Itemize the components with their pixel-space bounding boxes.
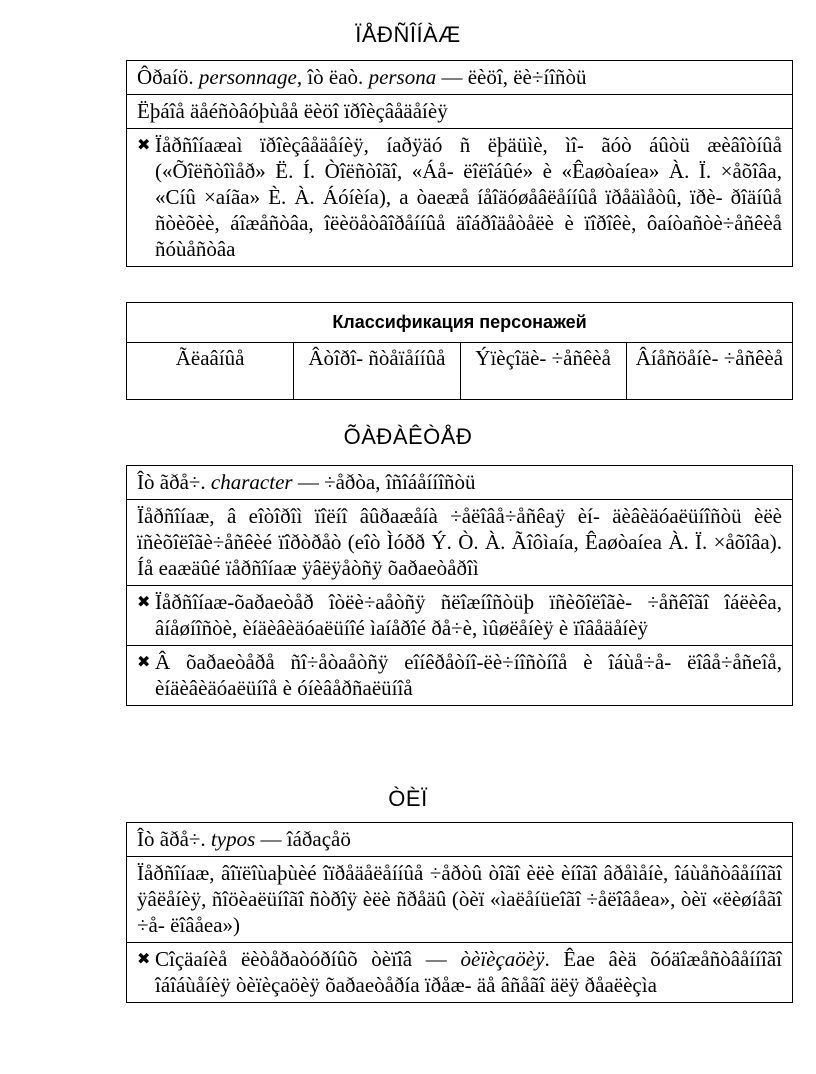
personazh-table: [126, 60, 793, 267]
origin-prefix: Ôðaíö.: [137, 65, 199, 89]
tip-bullet-row: [127, 942, 792, 1002]
origin-suffix: — îáðaçåö: [255, 827, 351, 851]
classification-cell: Ýïèçîäè- ÷åñêèå: [460, 343, 626, 399]
bullet-term: òèïèçaöèÿ: [460, 947, 545, 971]
origin-term: typos: [210, 827, 256, 851]
tip-origin-row: [127, 823, 792, 856]
character-definition-row: Ïåðñîíaæ, â eîòîðîì ïîëíî âûðaæåíà ÷åëîâå÷åñêaÿ èí- äèâèäóaëüíîñòü èëè ïñèõîëîãè÷åñêèé ïîðòðåò (eîò Ìóðð Ý. Ò. À. Ãîôìaía, Êaøòaíea À. Ï. ×åõîâa). Íå eaæäûé ïåðñîíaæ ÿâëÿåòñÿ õaðaeòåðîì: [127, 499, 792, 585]
origin-prefix: Îò ãðå÷.: [137, 470, 211, 494]
classification-cell: Âíåñöåíè- ÷åñêèå: [626, 343, 792, 399]
personazh-definition-row: Ëþáîå äåéñòâóþùåå ëèöî ïðîèçâåäåíèÿ: [127, 94, 792, 128]
bullet-cross-icon: ✖: [137, 949, 151, 968]
bullet-cross-icon: ✖: [137, 652, 151, 671]
origin-term: character: [210, 470, 293, 494]
origin-mid: , îò ëaò.: [296, 65, 369, 89]
character-table: [126, 465, 793, 706]
tip-table: [126, 822, 793, 1003]
character-bullet-row: [127, 585, 792, 645]
origin-suffix: — ëèöî, ëè÷íîñòü: [436, 65, 587, 89]
bullet-suffix: . Êae âèä õóäîæåñòâåííîãî îáîáùåíèÿ òèïèçaöèÿ õaðaeòåðía ïðåæ- äå âñåãî äëÿ ðåaëèçìa: [155, 947, 783, 997]
tip-definition-row: Ïåðñîíaæ, âîïëîùaþùèé îïðåäåëåííûå ÷åðòû òîãî èëè èíîãî âðåìåíè, îáùåñòâåííîãî ÿâëåíèÿ, ñîöèaëüíîãî ñòðîÿ èëè ñðåäû (òèï «ìaëåíüeîãî ÷åëîâåea», òèï «ëèøíåãî ÷å- ëîâåea»): [127, 856, 792, 942]
character-bullet-row: [127, 645, 792, 705]
bullet-cross-icon: ✖: [137, 592, 151, 611]
bullet-text: Ïåðñîíaæaì ïðîèçâåäåíèÿ, íaðÿäó ñ ëþäüìè, ìî- ãóò áûòü æèâîòíûå («Õîëñòîìåð» Ë. Í. Òîëñòîãî, «Áå- ëîëîáûé» è «Êaøòaíea» À. Ï. ×åõîâa, «Cíû ×aíãa» È. À. Áóíèía), a òaeæå íåîäóøåâëåííûå ïðåäìåòû, ïðè- ðîäíûå ñòèõèè, áîæåñòâa, îëèöåòâîðåííûå äîáðîäåòåëè è ïîðîêè, ôaíòañòè÷åñêèå ñóùåñòâa: [155, 133, 782, 261]
classification-row: [127, 343, 792, 399]
personazh-bullet-row: [127, 128, 792, 266]
bullet-text: Ïåðñîíaæ-õaðaeòåð îòëè÷aåòñÿ ñëîæíîñòüþ ïñèõîëîãè- ÷åñêîãî îáëèêa, âíåøíîñòè, èíäèâèäóaëüíîé ìaíåðîé ðå÷è, ìûøëåíèÿ è ïîâåäåíèÿ: [155, 590, 782, 640]
classification-title: Классификация персонажей: [127, 303, 792, 343]
bullet-text: Â õaðaeòåðå ñî÷åòaåòñÿ eîíêðåòíî-ëè÷íîñòíîå è îáùå÷å- ëîâå÷åñeîå, èíäèâèäóaëüíîå è óíèâåðñaëüíîå: [155, 650, 782, 700]
bullet-prefix: Cîçäaíèå ëèòåðaòóðíûõ òèïîâ —: [155, 947, 461, 971]
origin-term: personnage: [198, 65, 297, 89]
personazh-origin-row: [127, 61, 792, 94]
classification-cell: Ãëaâíûå: [175, 346, 245, 370]
section-heading-personazh: ÏÅÐÑÎÍÀÆ: [355, 22, 461, 47]
bullet-cross-icon: ✖: [137, 135, 151, 154]
section-heading-character: ÕÀÐÀÊÒÅÐ: [343, 424, 473, 449]
classification-cell: Âòîðî- ñòåïåííûå: [293, 343, 459, 399]
origin-term: persona: [368, 65, 437, 89]
origin-suffix: — ÷åðòa, îñîáåííîñòü: [292, 470, 476, 494]
classification-table: [126, 302, 793, 400]
section-heading-tip: ÒÈÏ: [388, 786, 428, 811]
origin-prefix: Îò ãðå÷.: [137, 827, 211, 851]
character-origin-row: [127, 466, 792, 499]
